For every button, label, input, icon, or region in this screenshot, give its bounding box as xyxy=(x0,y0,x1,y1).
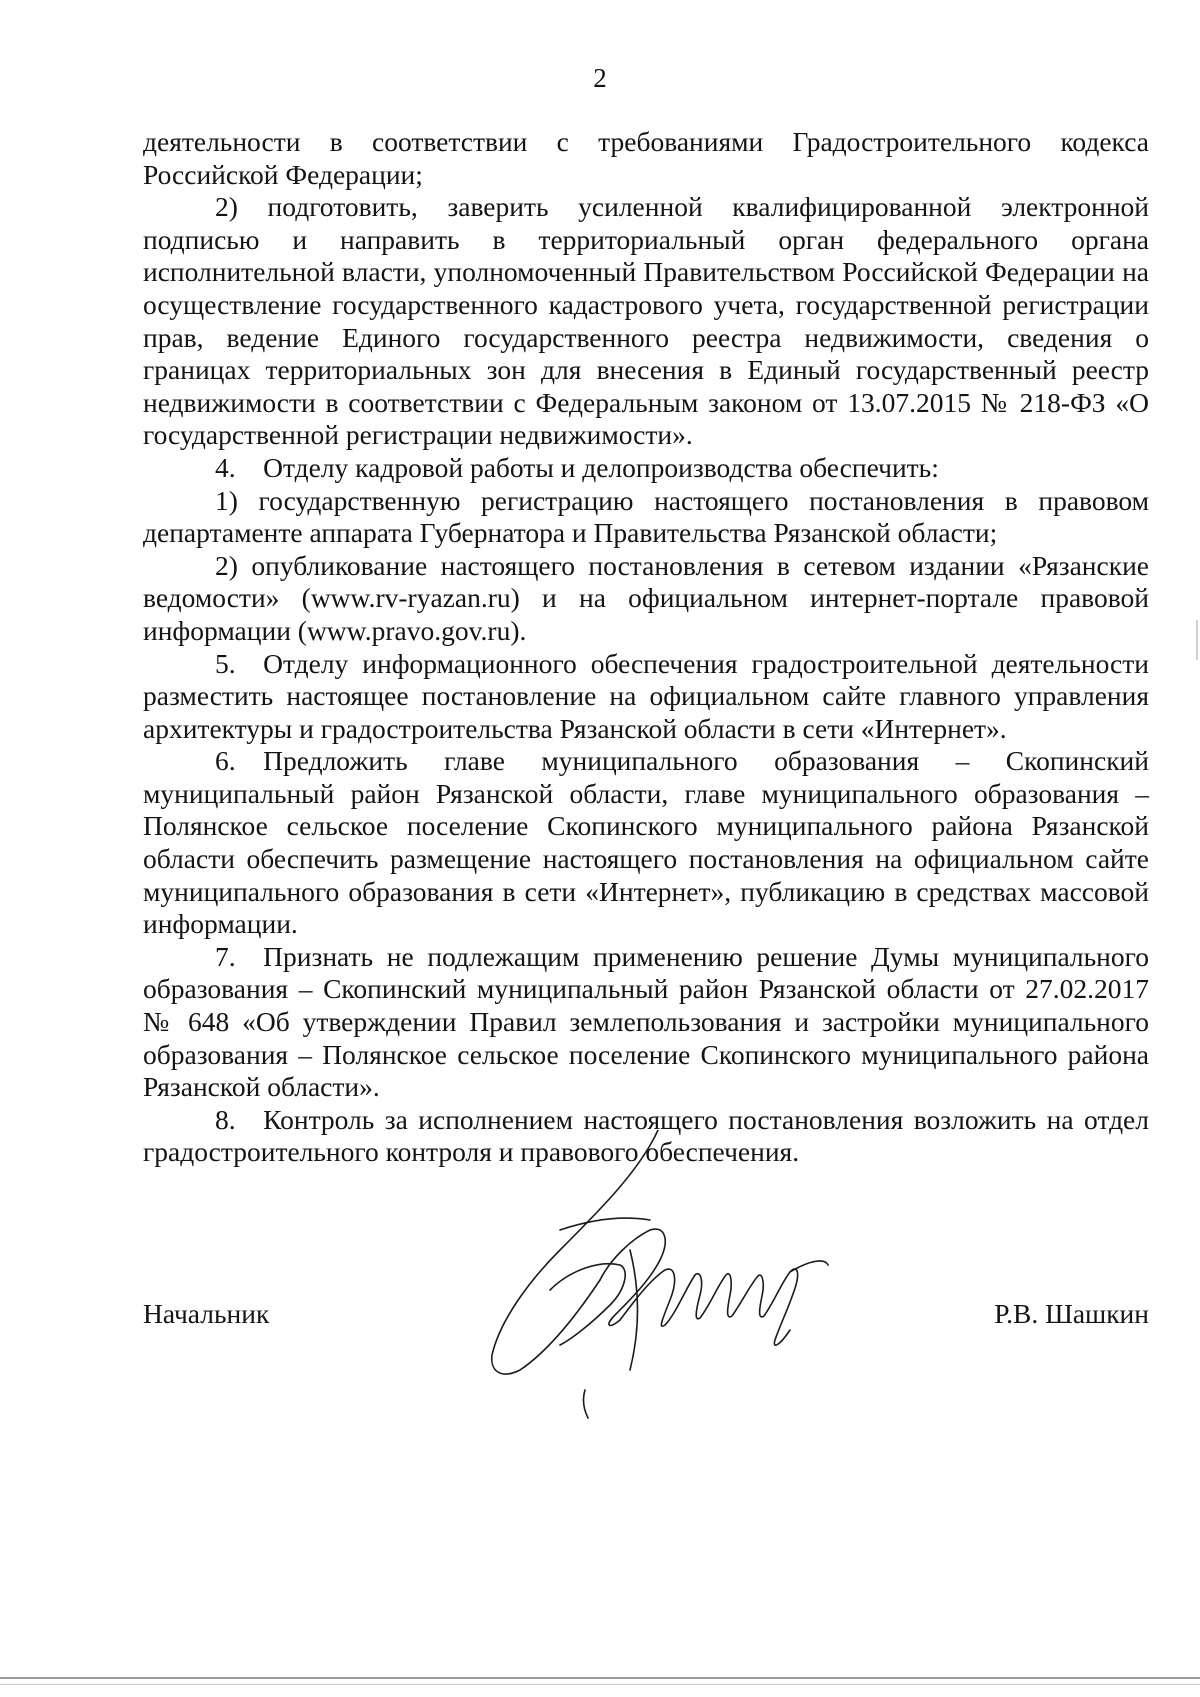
page-bottom-rule xyxy=(0,1677,1200,1679)
page-number: 2 xyxy=(593,63,607,93)
document-body xyxy=(143,126,1149,1169)
paragraph-1: деятельности в соответствии с требованиями Градостроительного кодекса Российской Федерации; xyxy=(143,126,1149,190)
signer-title: Начальник xyxy=(143,1298,270,1329)
paragraph-7: 6. Предложить главе муниципального образования – Скопинский муниципальный район Рязанской области, главе муниципального образования – Полянское сельское поселение Скопинского муниципального района Рязанской области обеспечить размещение настоящего постановления на официальном сайте муниципального образования в сети «Интернет», публикацию в средствах массовой информации. xyxy=(143,745,1149,940)
paragraph-4: 1) государственную регистрацию настоящего постановления в правовом департаменте аппарата Губернатора и Правительства Рязанской области; xyxy=(143,484,1149,549)
paragraph-2: 2) подготовить, заверить усиленной квалифицированной электронной подписью и направить в территориальный орган федерального органа исполнительной власти, уполномоченный Правительством Российской Федерации на осуществление государственного кадастрового учета, государственной регистрации прав, ведение Единого государственного реестра недвижимости, сведения о границах территориальных зон для внесения в Единый государственный реестр недвижимости в соответствии с Федеральным законом от 13.07.2015 № 218-ФЗ «О государственной регистрации недвижимости». xyxy=(143,191,1149,451)
paragraph-6: 5. Отделу информационного обеспечения градостроительной деятельности разместить настоящее постановление на официальном сайте главного управления архитектуры и градостроительства Рязанской области в сети «Интернет». xyxy=(143,647,1149,744)
scan-edge-mark xyxy=(1196,620,1198,660)
paragraph-8: 7. Признать не подлежащим применению решение Думы муниципального образования – Скопинский муниципальный район Рязанской области от 27.02.2017 № 648 «Об утверждении Правил землепользования и застройки муниципального образования – Полянское сельское поселение Скопинского муниципального района Рязанской области». xyxy=(143,940,1149,1103)
paragraph-9: 8. Контроль за исполнением настоящего постановления возложить на отдел градостроительного контроля и правового обеспечения. xyxy=(143,1103,1149,1168)
handwritten-signature xyxy=(490,1130,830,1420)
paragraph-3: 4. Отделу кадровой работы и делопроизводства обеспечить: xyxy=(215,451,939,483)
signer-name: Р.В. Шашкин xyxy=(994,1298,1149,1329)
paragraph-5: 2) опубликование настоящего постановления в сетевом издании «Рязанские ведомости» (www.rv-ryazan.ru) и на официальном интернет-портале правовой информации (www.pravo.gov.ru). xyxy=(143,549,1149,646)
page-bottom-rule-secondary xyxy=(0,1684,1200,1685)
